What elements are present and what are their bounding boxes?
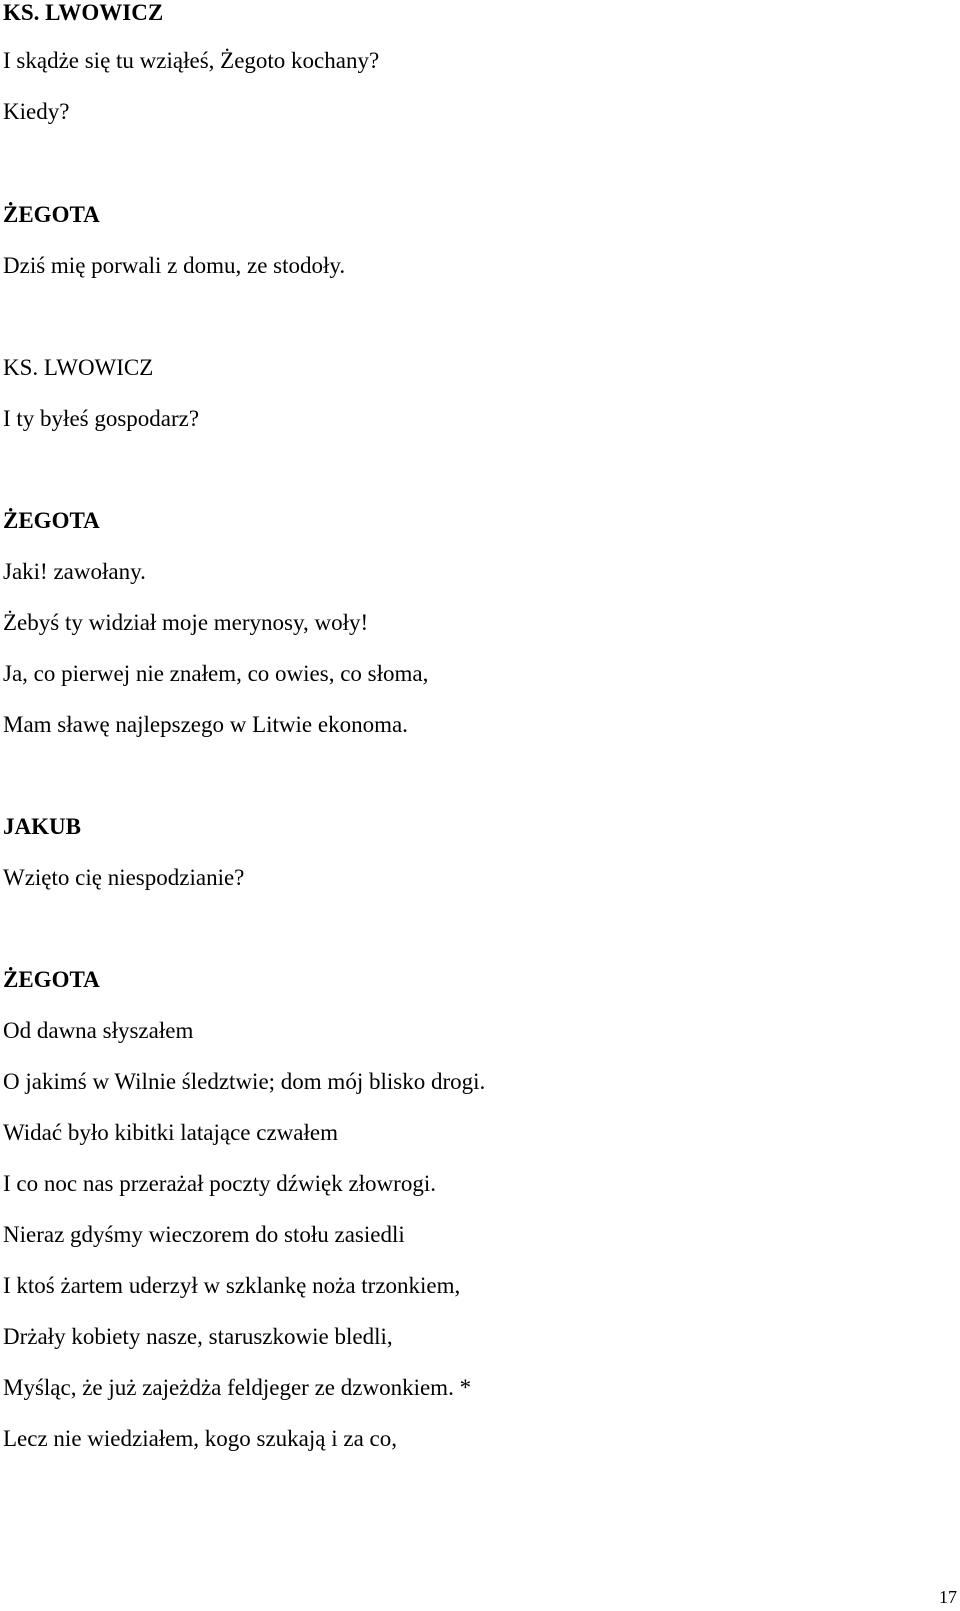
dialogue-line: Od dawna słyszałem [3, 1018, 194, 1043]
dialogue-line: O jakimś w Wilnie śledztwie; dom mój blisko drogi. [3, 1069, 486, 1094]
dialogue-line: I ty byłeś gospodarz? [3, 406, 200, 431]
dialogue-line: Jaki! zawołany. [3, 559, 146, 584]
speaker-name: JAKUB [3, 814, 81, 839]
dialogue-line: Nieraz gdyśmy wieczorem do stołu zasiedli [3, 1222, 405, 1247]
dialogue-line: Myśląc, że już zajeżdża feldjeger ze dzwonkiem. * [3, 1375, 472, 1400]
dialogue-line: Drżały kobiety nasze, staruszkowie bledli, [3, 1324, 393, 1349]
dialogue-line: Kiedy? [3, 99, 70, 124]
dialogue-line: I co noc nas przerażał poczty dźwięk złowrogi. [3, 1171, 436, 1196]
dialogue-line: Wzięto cię niespodzianie? [3, 865, 245, 890]
speaker-name: KS. LWOWICZ [3, 0, 164, 25]
dialogue-line: Żebyś ty widział moje merynosy, woły! [3, 610, 369, 635]
dialogue-line: Mam sławę najlepszego w Litwie ekonoma. [3, 712, 408, 737]
dialogue-line: Lecz nie wiedziałem, kogo szukają i za co, [3, 1426, 398, 1451]
speaker-name: ŻEGOTA [3, 508, 100, 533]
page-number: 17 [939, 1587, 957, 1607]
speaker-name: ŻEGOTA [3, 202, 100, 227]
dialogue-line: I ktoś żartem uderzył w szklankę noża trzonkiem, [3, 1273, 461, 1298]
speaker-name: KS. LWOWICZ [3, 355, 154, 380]
dialogue-line: Dziś mię porwali z domu, ze stodoły. [3, 253, 346, 278]
dialogue-line: Ja, co pierwej nie znałem, co owies, co słoma, [3, 661, 429, 686]
speaker-name: ŻEGOTA [3, 967, 100, 992]
dialogue-line: I skądże się tu wziąłeś, Żegoto kochany? [3, 48, 380, 73]
dialogue-line: Widać było kibitki latające czwałem [3, 1120, 338, 1145]
